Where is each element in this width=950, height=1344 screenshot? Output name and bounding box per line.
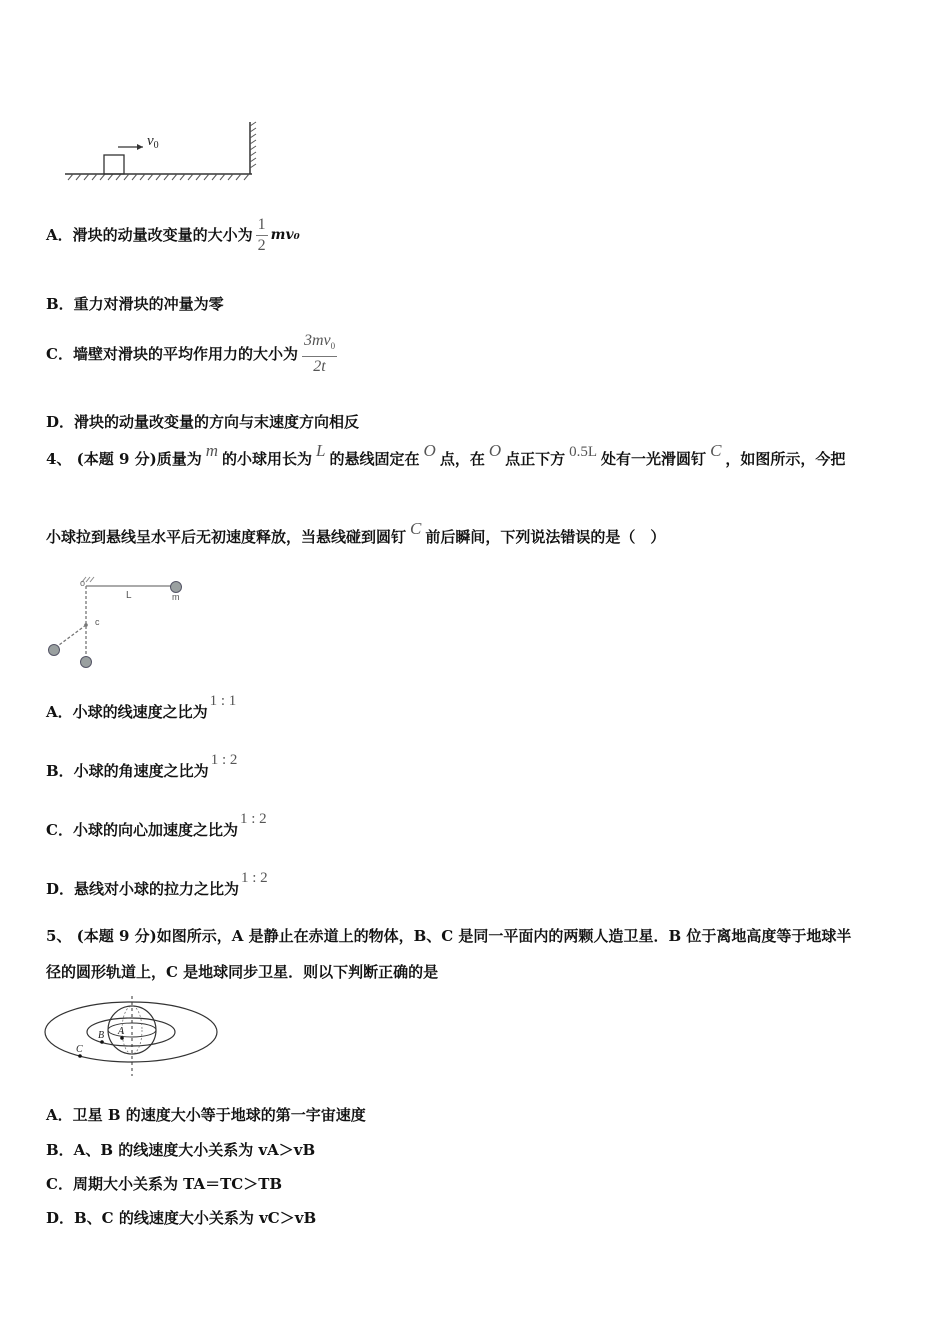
q5-option-b: B．A、B 的线速度大小关系为 vA＞vB xyxy=(46,1141,316,1159)
orbit-c xyxy=(45,1002,217,1062)
fig-label-c: c xyxy=(95,617,100,627)
ball-swung xyxy=(49,645,60,656)
q3-option-b: B．重力对滑块的冲量为零 xyxy=(46,295,224,313)
q5-option-a: A．卫星 B 的速度大小等于地球的第一宇宙速度 xyxy=(46,1106,366,1124)
block-wall-figure xyxy=(60,118,270,184)
ball-bottom xyxy=(81,657,92,668)
q4-stem-line2: 小球拉到悬线呈水平后无初速度释放，当悬线碰到圆钉 C 前后瞬间，下列说法错误的是（ ） xyxy=(46,519,666,546)
q5-option-c: C．周期大小关系为 TA＝TC＞TB xyxy=(46,1175,283,1193)
q4-option-c: C．小球的向心加速度之比为1 : 2 xyxy=(46,811,267,839)
q4-stem-line1: 4、 (本题 9 分)质量为 m 的小球用长为 L 的悬线固定在 O 点，在 O 点正下方 0.5L 处有一光滑圆钉 C ，如图所示，今把 xyxy=(46,441,846,468)
q5-stem-line1: 5、 (本题 9 分)如图所示，A 是静止在赤道上的物体，B、C 是同一平面内的两颗人造卫星．B 位于离地高度等于地球半 xyxy=(46,927,852,945)
q3-option-c: C．墙壁对滑块的平均作用力的大小为 $\frac{3mv_0}{2t}$ xyxy=(46,331,336,376)
fig-label-m: m xyxy=(172,592,180,602)
pendulum-figure xyxy=(44,574,194,670)
svg-text:C: C xyxy=(76,1044,83,1055)
q5-stem-line2: 径的圆形轨道上，C 是地球同步卫星．则以下判断正确的是 xyxy=(46,963,439,981)
slider-block xyxy=(104,155,124,174)
q4-option-b: B．小球的角速度之比为1 : 2 xyxy=(46,752,238,780)
ball-initial xyxy=(171,582,182,593)
svg-text:A: A xyxy=(118,1026,125,1037)
q4-option-a: A．小球的线速度之比为1 : 1 xyxy=(46,693,237,721)
q3-option-d: D．滑块的动量改变量的方向与末速度方向相反 xyxy=(46,413,360,431)
earth-orbit-figure xyxy=(40,994,225,1078)
svg-text:B: B xyxy=(98,1030,105,1041)
q5-option-d: D．B、C 的线速度大小关系为 vC＞vB xyxy=(46,1209,317,1227)
q3-option-a: A．滑块的动量改变量的大小为 $\frac{1}{2}$ mv₀ xyxy=(46,215,300,254)
fig-label-L: L xyxy=(126,590,132,601)
fig-label-o: o xyxy=(80,578,86,588)
velocity-label: $v_0$ xyxy=(147,133,159,151)
q4-option-d: D．悬线对小球的拉力之比为1 : 2 xyxy=(46,870,268,898)
